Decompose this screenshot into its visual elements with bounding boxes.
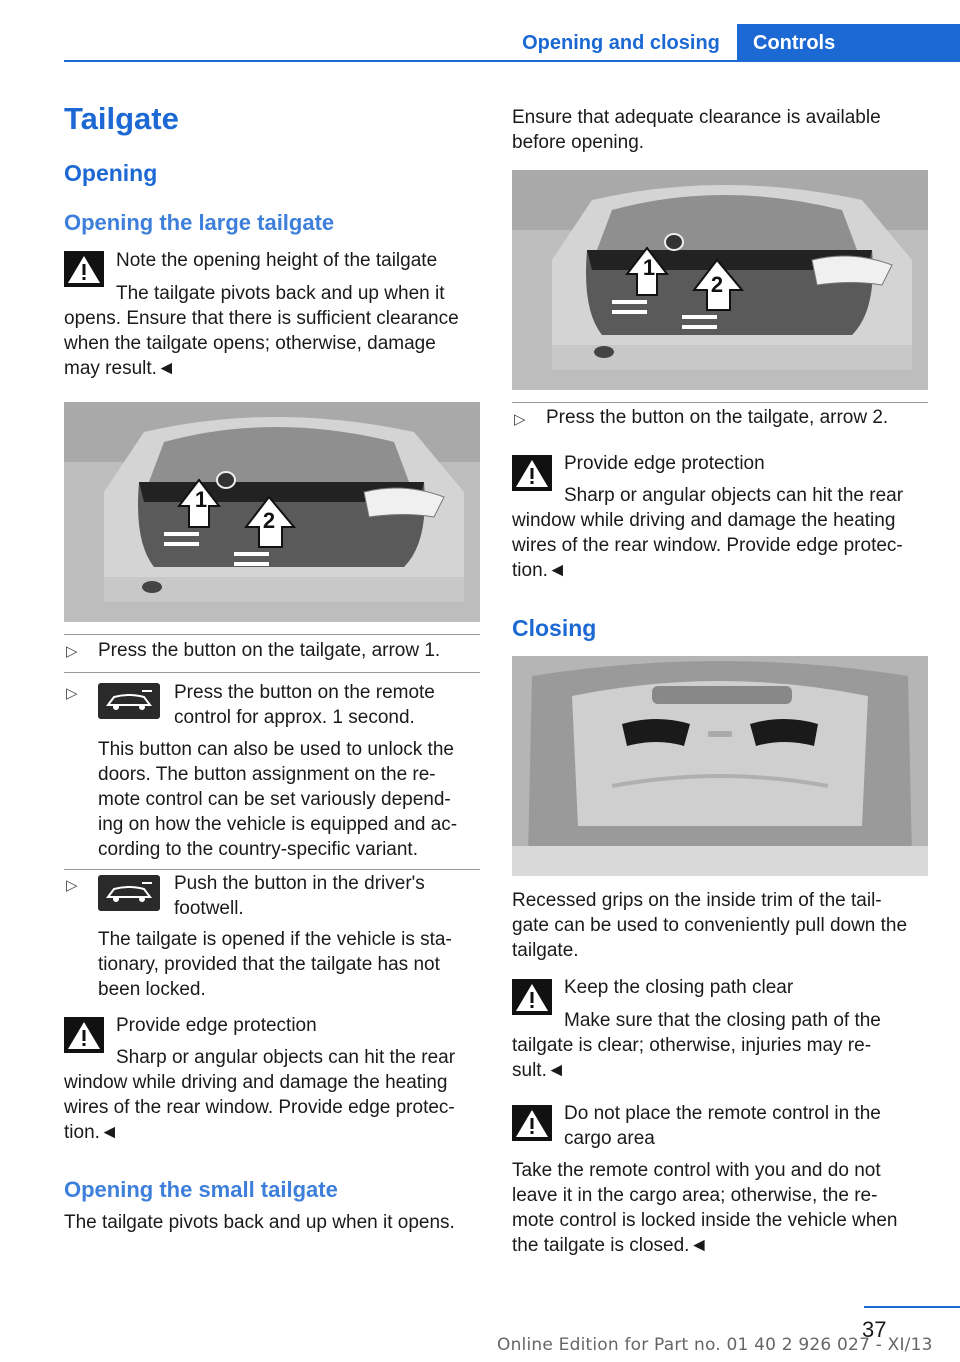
warning-text: The tailgate pivots back and up when it (116, 283, 445, 304)
heading-large-tailgate: Opening the large tailgate (64, 210, 335, 235)
paragraph: tionary, provided that the tailgate has not (98, 954, 440, 975)
paragraph: doors. The button assignment on the re- (98, 764, 436, 785)
arrow-label: 2 (262, 508, 276, 533)
warning-text: may result.◄ (64, 358, 176, 379)
header-rule (64, 60, 960, 62)
paragraph: The tailgate pivots back and up when it opens. (64, 1212, 455, 1233)
car-button-icon (98, 683, 160, 719)
warning-text: leave it in the cargo area; otherwise, the re- (512, 1185, 878, 1206)
list-divider (512, 402, 928, 403)
warning-text: opens. Ensure that there is sufficient clearance (64, 308, 459, 329)
warning-title: Note the opening height of the tailgate (116, 250, 438, 271)
warning-icon (64, 251, 104, 287)
warning-text: mote control is locked inside the vehicle when (512, 1210, 898, 1231)
paragraph: been locked. (98, 979, 206, 1000)
warning-text: tailgate is clear; otherwise, injuries may re- (512, 1035, 872, 1056)
car-button-icon (98, 875, 160, 911)
paragraph: gate can be used to conveniently pull down the (512, 915, 908, 936)
paragraph: This button can also be used to unlock the (98, 739, 454, 760)
warning-icon (512, 979, 552, 1015)
warning-text: Sharp or angular objects can hit the rear (116, 1047, 456, 1068)
paragraph: Ensure that adequate clearance is available (512, 107, 881, 128)
warning-icon (64, 1017, 104, 1053)
paragraph: Recessed grips on the inside trim of the tail- (512, 890, 882, 911)
warning-title: Provide edge protection (116, 1015, 317, 1036)
list-item: Press the button on the remote (174, 682, 435, 703)
triangle-bullet-icon: ▷ (66, 685, 78, 702)
heading-closing: Closing (512, 615, 597, 641)
arrow-label: 2 (710, 272, 724, 297)
edition-text: Online Edition for Part no. 01 40 2 926 027 - XI/13 (497, 1335, 933, 1355)
warning-text: Sharp or angular objects can hit the rear (564, 485, 904, 506)
tab-controls[interactable]: Controls (737, 24, 960, 62)
warning-title: Do not place the remote control in the (564, 1103, 881, 1124)
warning-icon (512, 1105, 552, 1141)
warning-icon (512, 455, 552, 491)
page-number: 37 (862, 1317, 887, 1342)
list-divider (64, 634, 480, 635)
warning-title: Provide edge protection (564, 453, 765, 474)
list-item: Push the button in the driver's (174, 873, 425, 894)
list-item: control for approx. 1 second. (174, 707, 415, 728)
paragraph: before opening. (512, 132, 645, 153)
triangle-bullet-icon: ▷ (66, 877, 78, 894)
section-title: Opening and closing (522, 32, 720, 54)
warning-text: Make sure that the closing path of the (564, 1010, 881, 1031)
tailgate-photo-left (64, 402, 480, 622)
footer-rule (864, 1306, 960, 1308)
warning-title: cargo area (564, 1128, 655, 1149)
list-item: Press the button on the tailgate, arrow 1. (98, 640, 441, 661)
list-divider (64, 869, 480, 870)
warning-text: window while driving and damage the heating (64, 1072, 448, 1093)
warning-text: window while driving and damage the heating (512, 510, 896, 531)
warning-text: wires of the rear window. Provide edge protec- (512, 535, 903, 556)
warning-text: the tailgate is closed.◄ (512, 1235, 709, 1256)
warning-title: Keep the closing path clear (564, 977, 794, 998)
paragraph: mote control can be set variously depend- (98, 789, 451, 810)
arrow-label: 1 (194, 487, 208, 512)
triangle-bullet-icon: ▷ (66, 643, 78, 660)
warning-text: tion.◄ (512, 560, 567, 581)
arrow-label: 1 (642, 255, 656, 280)
tailgate-inside-photo (512, 656, 928, 876)
warning-text: tion.◄ (64, 1122, 119, 1143)
tailgate-photo-right (512, 170, 928, 390)
list-divider (64, 672, 480, 673)
paragraph: cording to the country-specific variant. (98, 839, 418, 860)
warning-text: Take the remote control with you and do not (512, 1160, 881, 1181)
warning-text: sult.◄ (512, 1060, 566, 1081)
warning-text: wires of the rear window. Provide edge protec- (64, 1097, 455, 1118)
page-title: Tailgate (64, 101, 179, 136)
paragraph: tailgate. (512, 940, 579, 961)
subheading-opening: Opening (64, 160, 158, 186)
warning-text: when the tailgate opens; otherwise, damage (64, 333, 436, 354)
paragraph: The tailgate is opened if the vehicle is sta- (98, 929, 452, 950)
heading-small-tailgate: Opening the small tailgate (64, 1177, 338, 1202)
paragraph: ing on how the vehicle is equipped and ac- (98, 814, 458, 835)
list-item: Press the button on the tailgate, arrow 2. (546, 407, 889, 428)
triangle-bullet-icon: ▷ (514, 411, 526, 428)
list-item: footwell. (174, 898, 244, 919)
